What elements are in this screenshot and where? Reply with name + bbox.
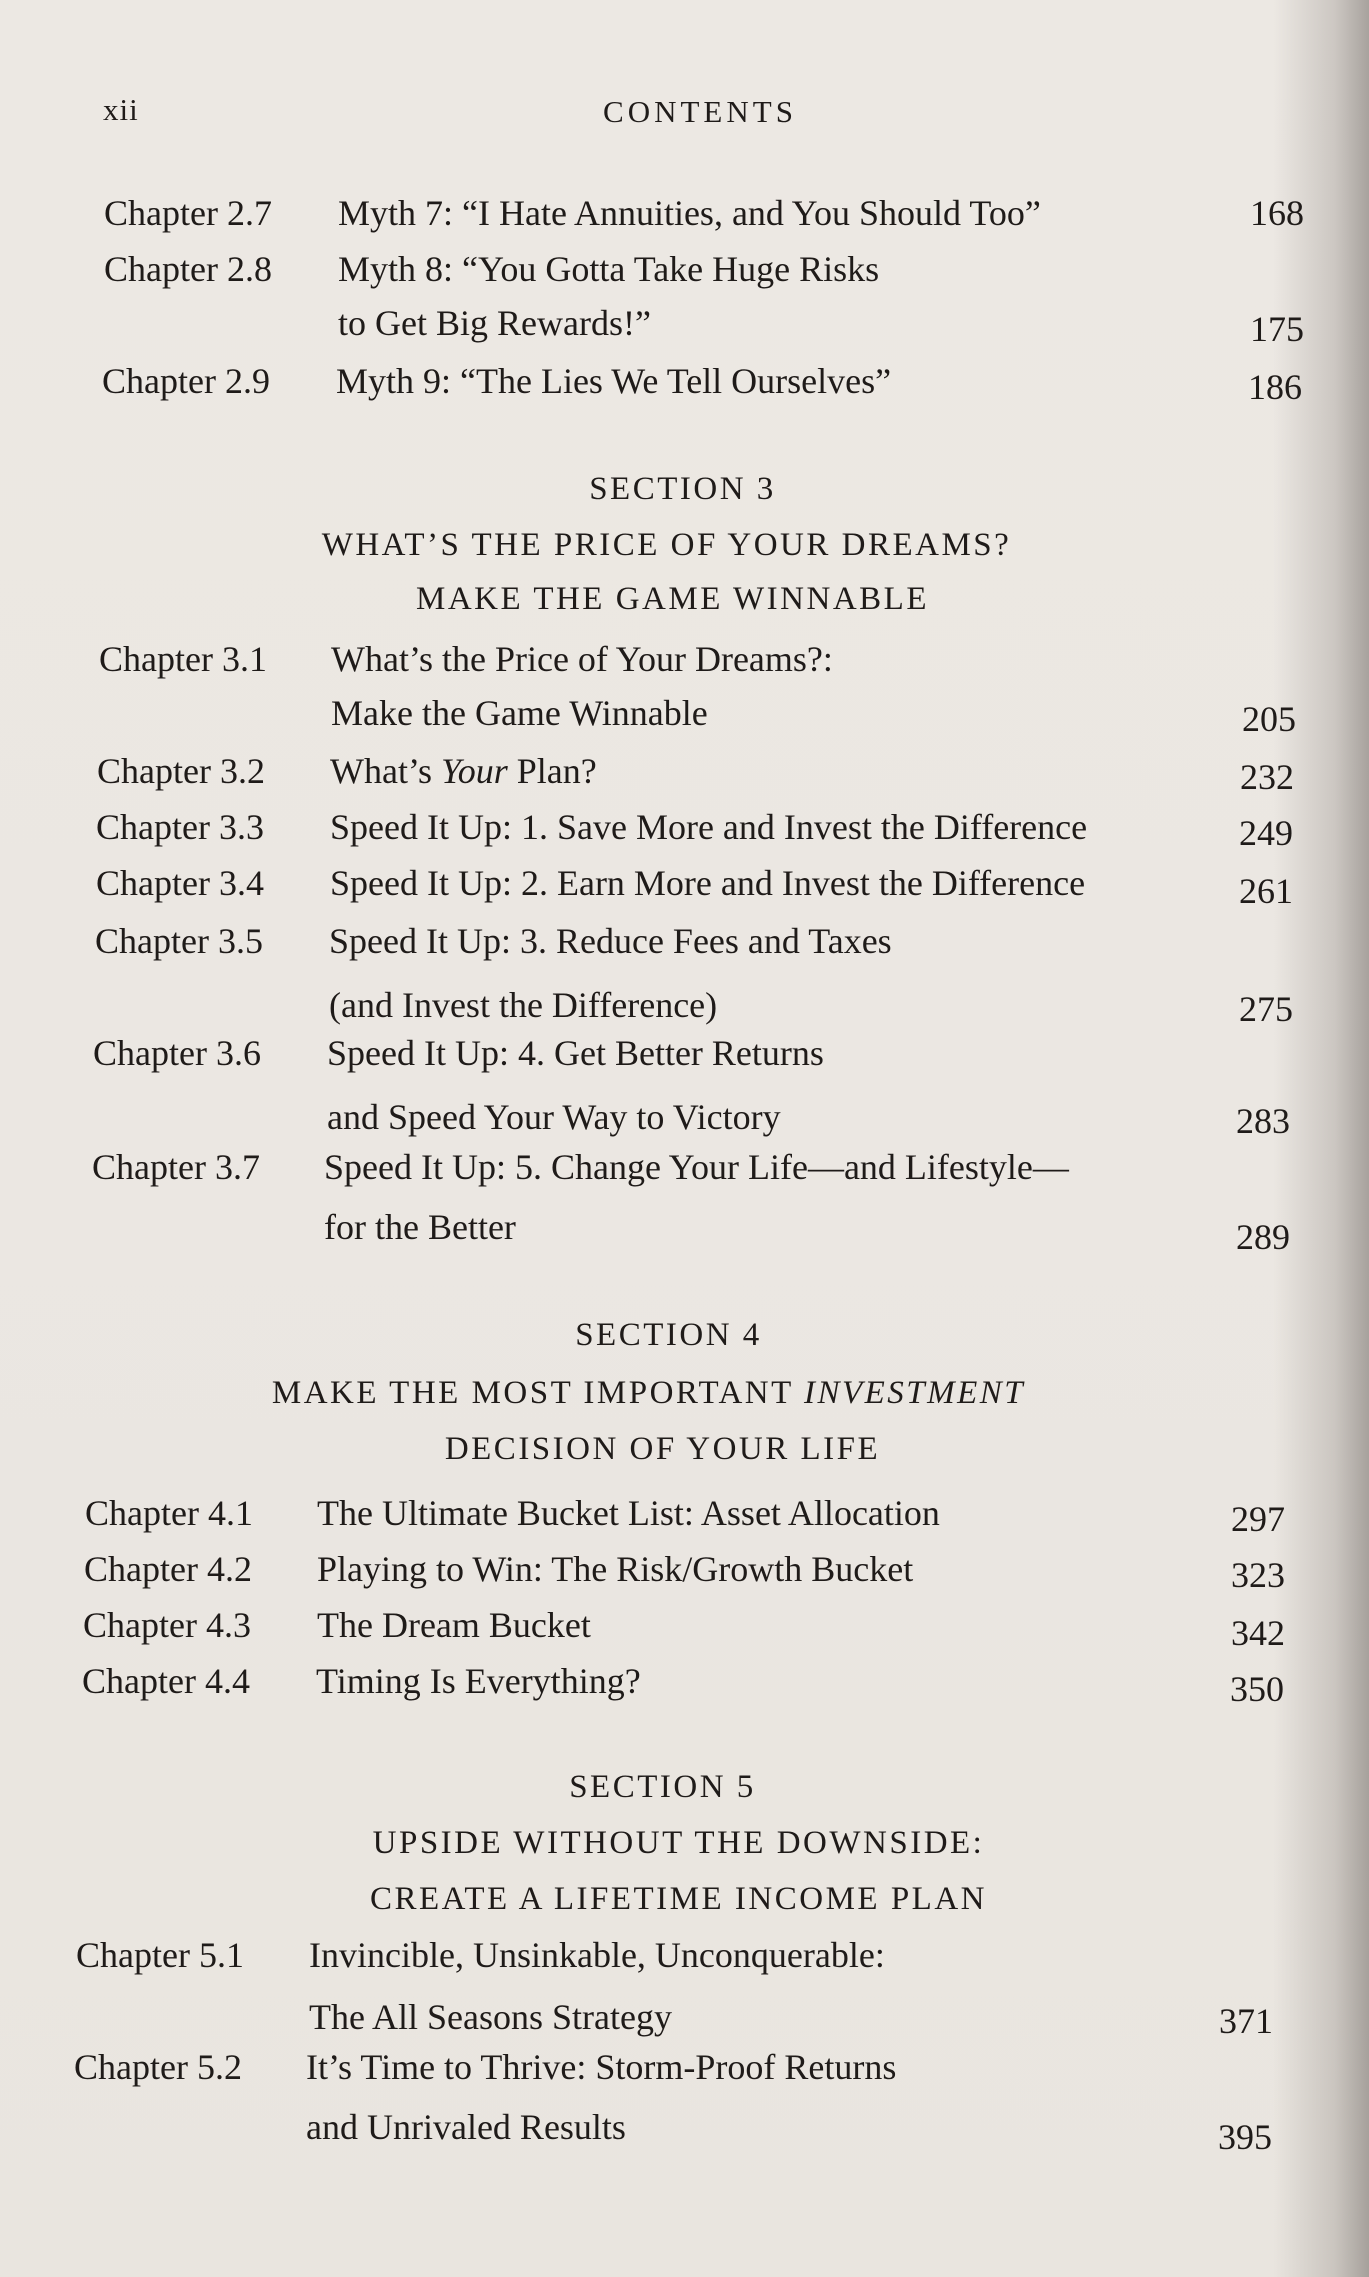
chapter-title: Speed It Up: 1. Save More and Invest the Difference [330,807,1088,847]
chapter-title-line2: Make the Game Winnable [331,693,708,733]
page-number: 342 [1231,1613,1285,1653]
title-part: What’s [330,751,441,791]
chapter-title: Myth 7: “I Hate Annuities, and You Should Too” [338,193,1041,233]
title-emphasis: Your [440,751,508,791]
chapter-title: It’s Time to Thrive: Storm-Proof Returns [306,2047,897,2087]
chapter-title: Myth 9: “The Lies We Tell Ourselves” [336,361,892,401]
page-number: 323 [1231,1555,1285,1595]
chapter-title: Speed It Up: 3. Reduce Fees and Taxes [329,921,892,961]
chapter-title: Speed It Up: 2. Earn More and Invest the Difference [330,863,1086,903]
chapter-title-line2: for the Better [324,1207,516,1247]
chapter-title: Timing Is Everything? [316,1661,641,1701]
page-number: 168 [1250,193,1304,233]
section-title: MAKE THE GAME WINNABLE [416,581,929,617]
section-title: CREATE A LIFETIME INCOME PLAN [370,1881,987,1917]
section-title [0,1366,1333,1420]
section-title-part: MAKE THE MOST IMPORTANT [271,1375,804,1411]
page-number: 289 [1236,1217,1290,1257]
chapter-number: Chapter 3.5 [95,921,263,961]
chapter-number: Chapter 4.1 [85,1493,253,1533]
page-number: 371 [1219,2001,1273,2041]
chapter-number: Chapter 3.2 [97,751,265,791]
page-number: 350 [1230,1669,1284,1709]
chapter-title [330,744,597,798]
section-label: SECTION 4 [575,1317,762,1353]
chapter-number: Chapter 4.2 [84,1549,252,1589]
chapter-number: Chapter 2.8 [104,249,272,289]
chapter-title-line2: and Speed Your Way to Victory [327,1097,781,1137]
running-head [100,92,1310,132]
chapter-number: Chapter 2.7 [104,193,272,233]
chapter-number: Chapter 3.7 [92,1147,260,1187]
section-title: WHAT’S THE PRICE OF YOUR DREAMS? [321,527,1012,563]
page-number: 249 [1239,813,1293,853]
section-label: SECTION 5 [569,1769,756,1805]
chapter-title-line2: The All Seasons Strategy [309,1997,672,2037]
page-number: 395 [1218,2117,1272,2157]
chapter-number: Chapter 3.1 [99,639,267,679]
chapter-title: Playing to Win: The Risk/Growth Bucket [317,1549,914,1589]
page-number: 205 [1242,699,1296,739]
chapter-title: The Ultimate Bucket List: Asset Allocation [317,1493,940,1533]
chapter-number: Chapter 3.3 [96,807,264,847]
section-title: UPSIDE WITHOUT THE DOWNSIDE: [372,1825,985,1861]
page-number: 186 [1248,367,1302,407]
page-folio: xii [103,92,139,127]
chapter-title: What’s the Price of Your Dreams?: [331,639,833,679]
chapter-title-line2: (and Invest the Difference) [329,985,718,1025]
section-title-emphasis: INVESTMENT [803,1375,1026,1411]
section-title: DECISION OF YOUR LIFE [444,1431,881,1467]
chapter-number: Chapter 2.9 [102,361,270,401]
chapter-number: Chapter 4.4 [82,1661,250,1701]
chapter-title: Invincible, Unsinkable, Unconquerable: [309,1935,885,1975]
chapter-title: Speed It Up: 5. Change Your Life—and Lifestyle— [324,1147,1069,1187]
page-number: 297 [1231,1499,1285,1539]
chapter-number: Chapter 4.3 [83,1605,251,1645]
page-number: 175 [1250,309,1304,349]
chapter-title-line2: to Get Big Rewards!” [338,303,651,343]
title-part: Plan? [507,751,597,791]
chapter-title: Speed It Up: 4. Get Better Returns [327,1033,824,1073]
page-number: 283 [1236,1101,1290,1141]
chapter-number: Chapter 5.2 [74,2047,242,2087]
section-label: SECTION 3 [589,471,776,507]
chapter-title-line2: and Unrivaled Results [306,2107,626,2147]
chapter-number: Chapter 3.4 [96,863,264,903]
running-title: CONTENTS [603,94,797,129]
page-number: 232 [1240,757,1294,797]
chapter-number: Chapter 3.6 [93,1033,261,1073]
page-number: 261 [1239,871,1293,911]
chapter-number: Chapter 5.1 [76,1935,244,1975]
page-number: 275 [1239,989,1293,1029]
chapter-title: Myth 8: “You Gotta Take Huge Risks [338,249,880,289]
chapter-title: The Dream Bucket [317,1605,591,1645]
